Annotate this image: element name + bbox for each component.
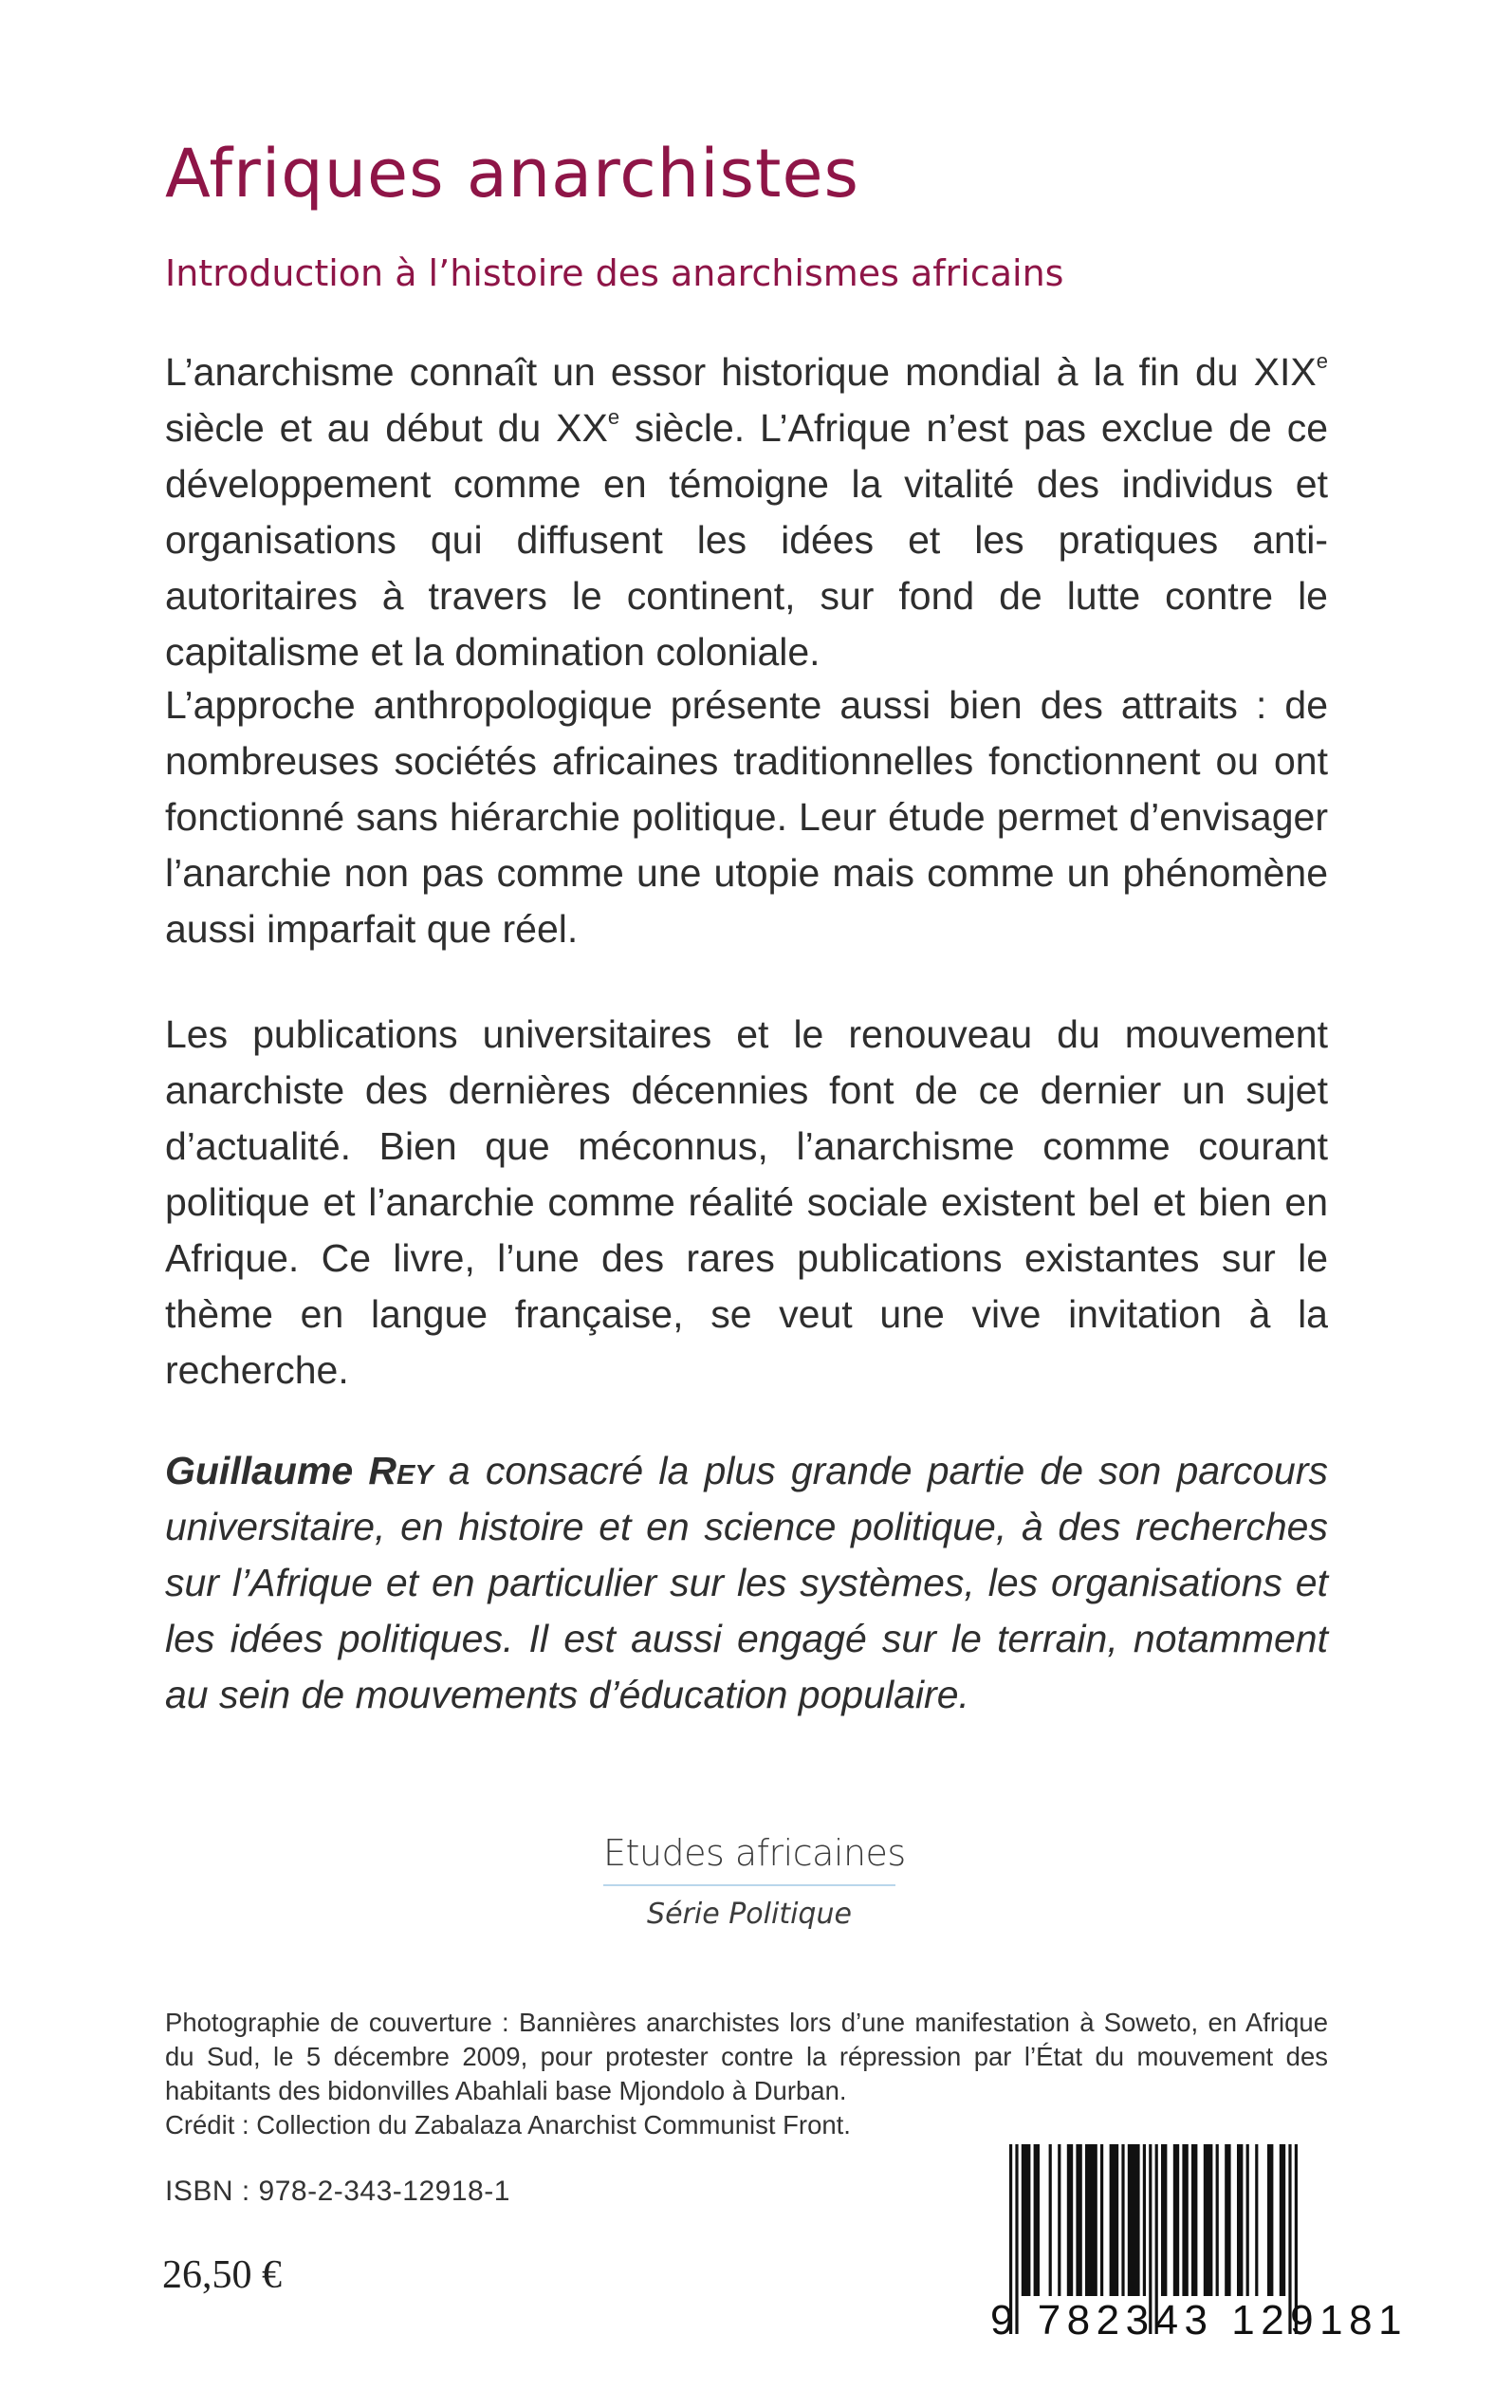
barcode-bar (1255, 2144, 1258, 2296)
series-name: Etudes africaines (603, 1832, 906, 1874)
book-subtitle: Introduction à l’histoire des anarchismes africains (165, 252, 1064, 294)
book-title: Afriques anarchistes (165, 135, 859, 213)
barcode-bar (1204, 2144, 1213, 2296)
isbn: ISBN : 978-2-343-12918-1 (165, 2176, 510, 2207)
century-superscript-1: e (1316, 349, 1328, 373)
author-name (165, 1449, 433, 1492)
barcode-bar (1100, 2144, 1103, 2296)
summary-p1-text-a: L’anarchisme connaît un essor historique mondial à la fin du XIX (165, 350, 1317, 394)
barcode-bar (1067, 2144, 1073, 2296)
series-divider (603, 1884, 895, 1886)
barcode-bar (1128, 2144, 1140, 2296)
summary-p1-text-b: siècle et au début du XX (165, 406, 608, 450)
photo-caption: Photographie de couverture : Bannières anarchistes lors d’une manifestation à Soweto, en Afrique du Sud, le 5 décembre 2009, pour protester contre la répression par l’État du mouvement des habitants des bidonvilles Abahlali base Mjondolo à Durban. (165, 2008, 1328, 2105)
barcode-bar (1143, 2144, 1146, 2296)
photo-credit: Crédit : Collection du Zabalaza Anarchist Communist Front. (165, 2110, 851, 2139)
author-first-name: Guillaume (165, 1449, 354, 1492)
barcode-bar (1085, 2144, 1097, 2296)
barcode-bar (1182, 2144, 1188, 2296)
barcode-bar (1022, 2144, 1031, 2296)
summary-paragraph-3: Les publications universitaires et le renouveau du mouvement anarchiste des dernières décennies font de ce dernier un sujet d’actualité. Bien que méconnus, l’anarchisme comme courant politique et l’anarchie comme réalité sociale existent bel et bien en Afrique. Ce livre, l’une des rares publications existantes sur le thème en langue française, se veut une vive invitation à la recherche. (165, 1012, 1328, 1392)
barcode-bar (1173, 2144, 1179, 2296)
barcode-bar (1267, 2144, 1273, 2296)
barcode-bar (1121, 2144, 1124, 2296)
barcode-digits: 9 782343 129181 (990, 2297, 1409, 2343)
barcode-bar (1246, 2144, 1249, 2296)
barcode-bar (1076, 2144, 1081, 2296)
barcode-bar (1049, 2144, 1052, 2296)
barcode-bar (1058, 2144, 1060, 2296)
author-bio-text: a consacré la plus grande partie de son parcours universitaire, en histoire et en science politique, à des recherches sur l’Afrique et en particulier sur les systèmes, les organisations et les idées politiques. Il est aussi engagé sur le terrain, notamment au sein de mouvements d’éducation populaire. (165, 1449, 1328, 1716)
barcode-bar (1225, 2144, 1230, 2296)
summary-paragraph-2: L’approche anthropologique présente aussi bien des attraits : de nombreuses sociétés africaines traditionnelles fonctionnent ou ont fonctionné sans hiérarchie politique. Leur étude permet d’envisager l’anarchie non pas comme une utopie mais comme un phénomène aussi imparfait que réel. (165, 683, 1328, 951)
price: 26,50 € (162, 2253, 282, 2297)
barcode-bar (1034, 2144, 1040, 2296)
summary-p1-text-c: siècle. L’Afrique n’est pas exclue de ce développement comme en témoigne la vitalité des individus et organisations qui diffusent les idées et les pratiques anti-autoritaires à travers le continent, sur fond de lutte contre le capitalisme et la domination coloniale. (165, 406, 1328, 674)
author-last-name: Rey (368, 1449, 433, 1492)
century-superscript-2: e (607, 405, 620, 429)
author-bio (165, 1443, 1328, 1723)
series-subseries: Série Politique (647, 1898, 852, 1931)
barcode-bar (1191, 2144, 1197, 2296)
barcode-bar (1110, 2144, 1119, 2296)
barcode-bar (1237, 2144, 1243, 2296)
series-block (603, 1829, 906, 1934)
summary-paragraph-1 (165, 344, 1328, 680)
barcode-bar (1161, 2144, 1167, 2296)
barcode-bar (1216, 2144, 1219, 2296)
cover-credits (165, 2006, 1328, 2142)
barcode-bar (1280, 2144, 1285, 2296)
